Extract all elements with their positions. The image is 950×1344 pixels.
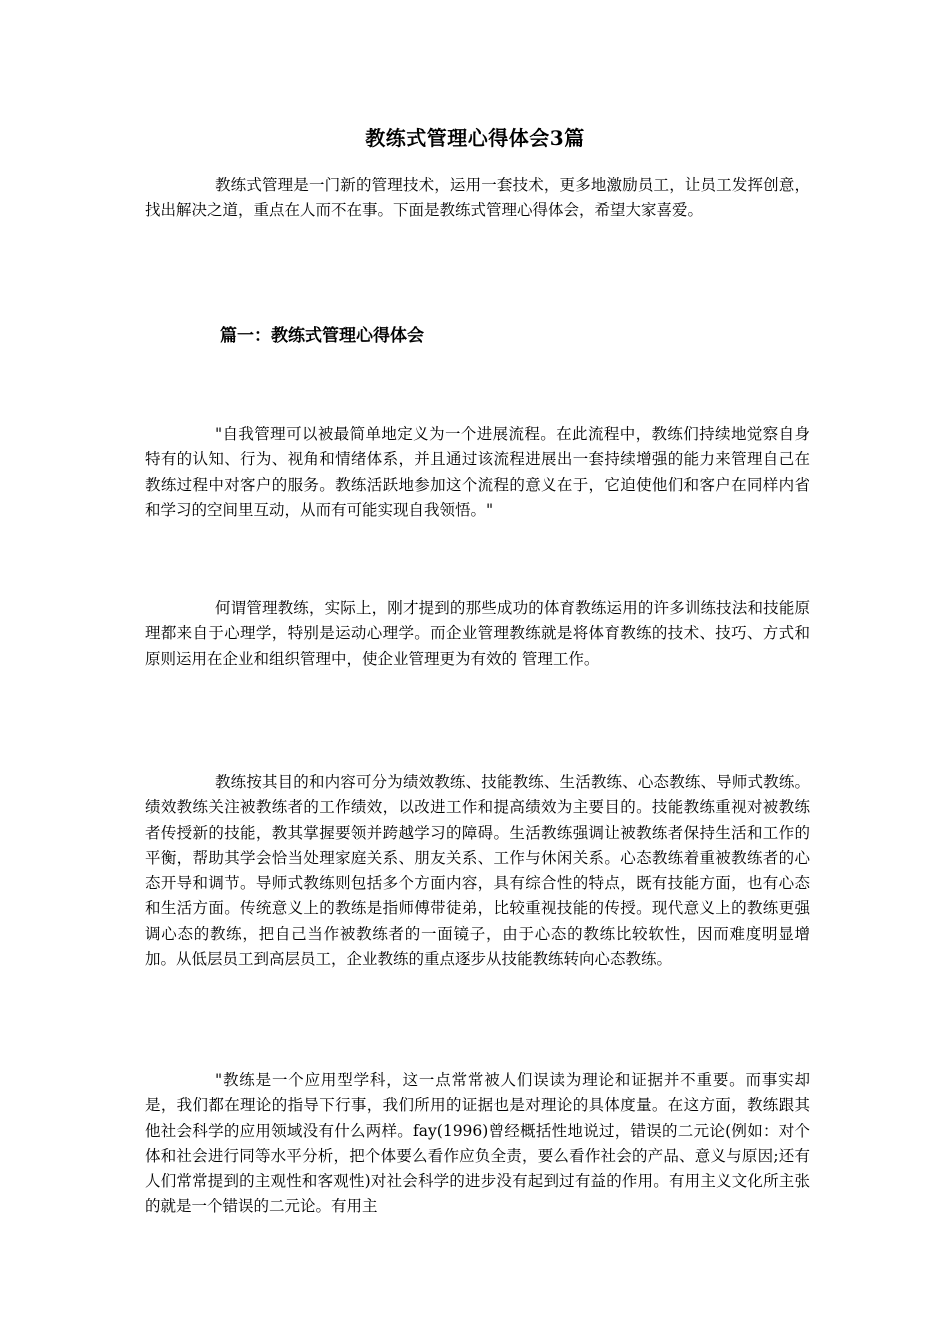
body-paragraph-3: 教练按其目的和内容可分为绩效教练、技能教练、生活教练、心态教练、导师式教练。绩效教练关注被教练者的工作绩效，以改进工作和提高绩效为主要目的。技能教练重视对被教练者传授新的技能，教其掌握要领并跨越学习的障碍。生活教练强调让被教练者保持生活和工作的平衡，帮助其学会恰当处理家庭关系、朋友关系、工作与休闲关系。心态教练着重被教练者的心态开导和调节。导师式教练则包括多个方面内容，具有综合性的特点，既有技能方面，也有心态和生活方面。传统意义上的教练是指师傅带徒弟，比较重视技能的传授。现代意义上的教练更强调心态的教练，把自己当作被教练者的一面镜子，由于心态的教练比较软性，因而难度明显增加。从低层员工到高层员工，企业教练的重点逐步从技能教练转向心态教练。	[145, 773, 810, 969]
body-paragraph-4: "教练是一个应用型学科，这一点常常被人们误读为理论和证据并不重要。而事实却是，我们都在理论的指导下行事，我们所用的证据也是对理论的具体度量。在这方面，教练跟其他社会科学的应用领域没有什么两样。fay(1996)曾经概括性地说过，错误的二元论(例如：对个体和社会进行同等水平分析，把个体要么看作应负全责，要么看作社会的产品、意义与原因;还有人们常常提到的主观性和客观性)对社会科学的进步没有起到过有益的作用。有用主义文化所主张的就是一个错误的二元论。有用主	[145, 1071, 810, 1216]
intro-paragraph: 教练式管理是一门新的管理技术，运用一套技术，更多地激励员工，让员工发挥创意，找出解决之道，重点在人而不在事。下面是教练式管理心得体会，希望大家喜爱。	[145, 176, 810, 220]
body-paragraph-2: 何谓管理教练，实际上，刚才提到的那些成功的体育教练运用的许多训练技法和技能原理都来自于心理学，特别是运动心理学。而企业管理教练就是将体育教练的技术、技巧、方式和原则运用在企业和组织管理中，使企业管理更为有效的 管理工作。	[145, 599, 810, 668]
section-heading: 篇一：教练式管理心得体会	[220, 326, 424, 346]
body-paragraph-1: "自我管理可以被最简单地定义为一个进展流程。在此流程中，教练们持续地觉察自身特有的认知、行为、视角和情绪体系，并且通过该流程进展出一套持续增强的能力来管理自己在教练过程中对客户的服务。教练活跃地参加这个流程的意义在于，它迫使他们和客户在同样内省和学习的空间里互动，从而有可能实现自我领悟。"	[145, 425, 810, 519]
document-title: 教练式管理心得体会3篇	[365, 126, 585, 150]
